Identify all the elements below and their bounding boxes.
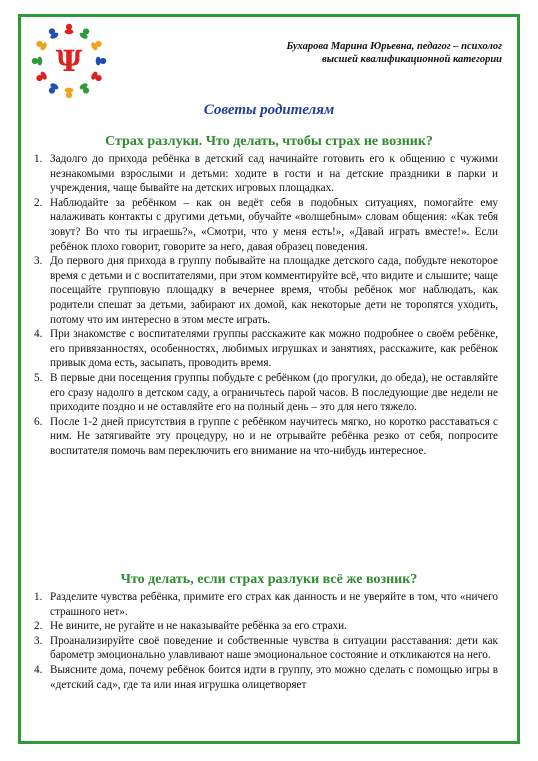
list-item: 1. Разделите чувства ребёнка, примите его страх как данность и не уверяйте в том, что «ничего страшного нет». xyxy=(34,591,498,618)
figure-head xyxy=(66,24,72,30)
psi-children-circle-icon xyxy=(30,22,108,100)
section2-heading: Что делать, если страх разлуки всё же возник? xyxy=(120,572,418,587)
author-credit xyxy=(172,40,502,66)
list-item: 1. Задолго до прихода ребёнка в детский сад начинайте готовить его к общению с чужими незнакомыми взрослыми и детьми: ходите в гости и на детские праздники в парки и учреждения, чаще бывайте на детских игровых площадках. xyxy=(34,153,498,195)
figure-head xyxy=(66,92,72,98)
author-name: Бухарова Марина Юрьевна, педагог – психолог xyxy=(286,41,502,52)
list-item: 3. Проанализируйте своё поведение и собственные чувства в ситуации расставания: дети как барометр эмоционально улавливают наше эмоциональное состояние и откликаются на него. xyxy=(34,634,498,662)
section2-list xyxy=(34,590,498,692)
list-item: 4. При знакомстве с воспитателями группы расскажите как можно подробнее о своём ребёнке, его привязанностях, особенностях, любимых игрушках и занятиях, расскажите, как ребёнок привык дома есть, засыпать, проводить время. xyxy=(34,328,498,370)
list-item: 5. В первые дни посещения группы побудьте с ребёнком (до прогулки, до обеда), не оставляйте его сразу надолго в детском саду, а ограничьтесь парой часов. В последующие две недели не приходите поздно и не оставляйте его на полный день – это для него тяжело. xyxy=(34,371,498,414)
figure-body xyxy=(65,88,74,93)
section1-heading: Страх разлуки. Что делать, чтобы страх не возник? xyxy=(105,134,433,149)
svg-text:Ψ: Ψ xyxy=(55,43,83,78)
figure-head xyxy=(100,58,106,64)
section1-list xyxy=(34,152,498,458)
list-item: 2. Не вините, не ругайте и не наказывайте ребёнка за его страхи. xyxy=(34,620,347,633)
list-item: 4. Выясните дома, почему ребёнок боится идти в группу, это можно сделать с помощью игры в «детский сад», где та или иная игрушка олицетворяет xyxy=(34,663,498,691)
list-item: 3. До первого дня прихода в группу побывайте на площадке детского сада, побудьте некоторое время с детьми и с воспитателями, при этом комментируйте всё, что видите и слышите; чаще посещайте групповую площадку в вечернее время, чтобы ребёнок мог наблюдать, как родители спешат за детьми, забирают их домой, как некоторые дети не торопятся уходить, потому что им интересно в этом месте играть. xyxy=(34,255,498,326)
page-title: Советы родителям xyxy=(203,102,335,118)
figure-body xyxy=(96,57,101,66)
list-item: 6. После 1-2 дней присутствия в группе с ребёнком научитесь мягко, но коротко расставаться с ним. Не затягивайте эту процедуру, но и не отрывайте ребёнка резко от себя, попросите воспитателя помочь вам переключить его внимание на что-нибудь интересное. xyxy=(34,415,498,457)
figure-head xyxy=(32,58,38,64)
author-qualification: высшей квалификационной категории xyxy=(322,54,502,65)
figure-body xyxy=(37,57,42,66)
list-item: 2. Наблюдайте за ребёнком – как он ведёт себя в подобных ситуациях, помогайте ему налаживать контакты с другими детьми, обучайте «волшебным» словам общения: «Как тебя зовут? Во что ты играешь?», «Смотри, что у меня есть!», «Давай играть вместе!». Если ребёнок плохо говорит, говорите за него, давая образец поведения. xyxy=(34,196,498,253)
figure-body xyxy=(65,29,74,34)
